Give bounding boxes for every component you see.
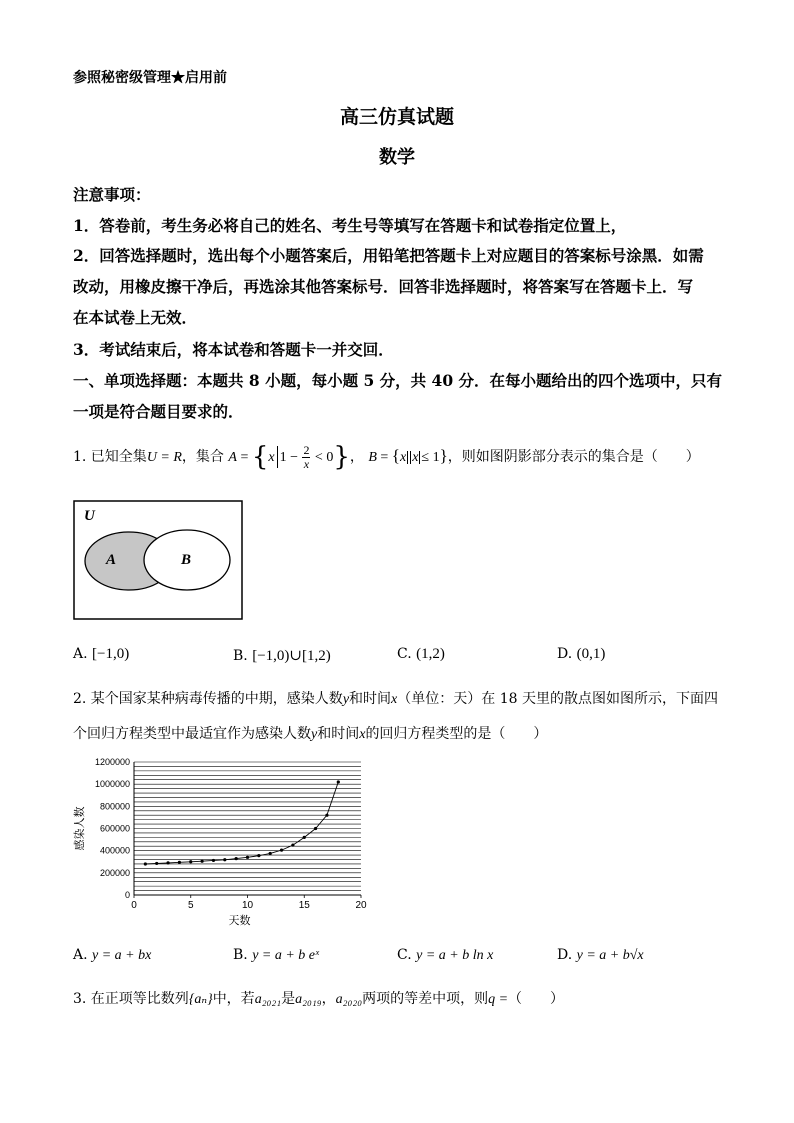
chart-data-point — [235, 857, 238, 860]
q2-text-2c: 的回归方程类型的是（ ） — [365, 726, 548, 742]
chart-x-tick-label: 5 — [187, 900, 194, 911]
q3-prefix: 3. 在正项等比数列 — [73, 991, 189, 1007]
q2-text-1c: （单位：天）在 18 天里的散点图如图所示，下面四 — [397, 691, 718, 707]
notice-item-3: 3．考试结束后，将本试卷和答题卡一并交回． — [73, 340, 394, 359]
chart-x-tick-label: 0 — [131, 900, 137, 911]
venn-diagram — [73, 500, 245, 622]
chart-data-point — [201, 860, 204, 863]
q1-set-intro: ，集合 — [181, 449, 224, 465]
chart-y-tick-label: 600000 — [99, 823, 130, 834]
chart-data-point — [269, 852, 272, 855]
question-2-line-2 — [73, 723, 547, 743]
q1-set-a-var: x — [268, 450, 275, 465]
chart-y-tick-label: 1000000 — [94, 779, 130, 790]
q2-var-y-2: y — [311, 727, 318, 742]
chart-x-tick-label: 15 — [298, 900, 310, 911]
secret-label: 参照秘密级管理★启用前 — [73, 70, 227, 86]
notice-item-2-line-1: 2．回答选择题时，选出每个小题答案后，用铅笔把答题卡上对应题目的答案标号涂黑．如需 — [73, 246, 704, 265]
q2-var-y: y — [342, 692, 350, 707]
chart-data-point — [223, 858, 226, 861]
q1-option-a[interactable]: A. [−1,0) — [73, 646, 130, 662]
chart-data-point — [212, 859, 215, 862]
q3-mid-3: 两项的等差中项，则 — [362, 991, 489, 1007]
q2-option-d[interactable]: D. y = a + b√x — [557, 947, 644, 963]
chart-data-point — [178, 861, 181, 864]
chart-data-point — [303, 836, 306, 839]
chart-data-point — [325, 814, 328, 817]
q3-q-equals: q = — [488, 992, 509, 1007]
q3-sequence: {aₙ} — [188, 992, 213, 1007]
chart-data-point — [291, 844, 294, 847]
q1-lt-zero: < 0 — [314, 450, 334, 465]
q1-one-minus: 1 − — [279, 450, 299, 465]
q2-var-x-2: x — [359, 727, 366, 742]
chart-y-tick-label: 0 — [124, 890, 130, 900]
q2-option-a[interactable]: A. y = a + bx — [73, 947, 152, 963]
notice-item-2-line-3: 在本试卷上无效． — [73, 308, 198, 327]
question-1-stem: 1. 已知全集U = R，集合 A = {x 1 − $\frac{2}{x}$ < 0}， B = {x x ≤ 1}，则如图阴影部分表示的集合是（ ） — [73, 442, 700, 472]
venn-label-u: U — [84, 508, 95, 524]
q3-term-a2019: a₂₀₁₉ — [295, 992, 322, 1007]
page-title: 高三仿真试题 — [339, 106, 454, 128]
question-3-stem — [73, 988, 564, 1008]
q1-prefix: 1. 已知全集 — [73, 449, 147, 465]
venn-label-a: A — [106, 552, 117, 568]
notice-heading: 注意事项： — [73, 185, 151, 204]
chart-y-tick-label: 400000 — [99, 845, 130, 856]
chart-y-tick-label: 1200000 — [94, 757, 130, 767]
q1-suffix: ，则如图阴影部分表示的集合是（ ） — [447, 449, 700, 465]
q3-mid-2: 是 — [281, 991, 296, 1007]
chart-x-tick-label: 20 — [355, 900, 367, 911]
chart-data-point — [280, 849, 283, 852]
q1-frac-den: x — [303, 456, 310, 471]
section-1-line-1: 一、单项选择题：本题共 8 小题，每小题 5 分，共 40 分．在每小题给出的四个选项中，只有 — [73, 371, 723, 390]
chart-y-axis-title: 感染人数 — [73, 806, 86, 851]
q1-abs-x: x — [412, 450, 419, 465]
q2-text-2b: 和时间 — [317, 726, 360, 742]
q3-comma: ， — [321, 991, 336, 1007]
chart-data-point — [189, 860, 192, 863]
q3-term-a2020: a₂₀₂₀ — [335, 992, 363, 1007]
chart-data-point — [166, 861, 169, 864]
chart-data-point — [337, 780, 340, 783]
chart-data-point — [314, 827, 317, 830]
chart-x-axis-title: 天数 — [228, 914, 251, 927]
scatter-chart — [66, 752, 376, 930]
q2-text-1b: 和时间 — [349, 691, 392, 707]
chart-data-point — [155, 862, 158, 865]
q3-mid-1: 中，若 — [212, 991, 255, 1007]
chart-trend-line — [145, 782, 338, 864]
subject-title: 数学 — [379, 147, 415, 168]
q2-option-b[interactable]: B. y = a + b eˣ — [233, 947, 319, 963]
q1-set-b-name: B — [368, 450, 377, 465]
q3-term-a2021: a₂₀₂₁ — [254, 992, 282, 1007]
q1-le-one: ≤ 1 — [421, 450, 440, 465]
chart-data-point — [257, 854, 260, 857]
question-2-line-1 — [73, 688, 718, 708]
q1-universal-set: U = R — [146, 450, 182, 465]
notice-item-2-line-2: 改动，用橡皮擦干净后，再选涂其他答案标号．回答非选择题时，将答案写在答题卡上．写 — [73, 277, 694, 296]
chart-x-tick-label: 10 — [241, 900, 254, 911]
chart-y-tick-label: 800000 — [99, 801, 130, 812]
q2-text-2a: 个回归方程类型中最适宜作为感染人数 — [73, 726, 311, 742]
q1-set-a-name: A — [228, 450, 237, 465]
chart-data-point — [144, 862, 147, 865]
q1-frac-num: 2 — [303, 442, 310, 457]
chart-y-tick-label: 200000 — [99, 867, 130, 878]
q3-suffix: （ ） — [508, 991, 565, 1007]
q1-option-d[interactable]: D. (0,1) — [557, 646, 606, 662]
venn-label-b: B — [181, 552, 192, 568]
chart-data-point — [246, 856, 249, 859]
q2-text-1a: 2. 某个国家某种病毒传播的中期，感染人数 — [73, 691, 343, 707]
q1-option-c[interactable]: C. (1,2) — [397, 646, 445, 662]
section-1-line-2: 一项是符合题目要求的． — [73, 402, 244, 421]
q2-var-x: x — [391, 692, 398, 707]
q2-option-c[interactable]: C. y = a + b ln x — [397, 947, 494, 963]
notice-item-1: 1．答卷前，考生务必将自己的姓名、考生号等填写在答题卡和试卷指定位置上， — [73, 216, 627, 235]
q1-sep: ， — [349, 449, 364, 465]
q1-option-b[interactable]: B. [−1,0)∪[1,2) — [233, 648, 331, 664]
